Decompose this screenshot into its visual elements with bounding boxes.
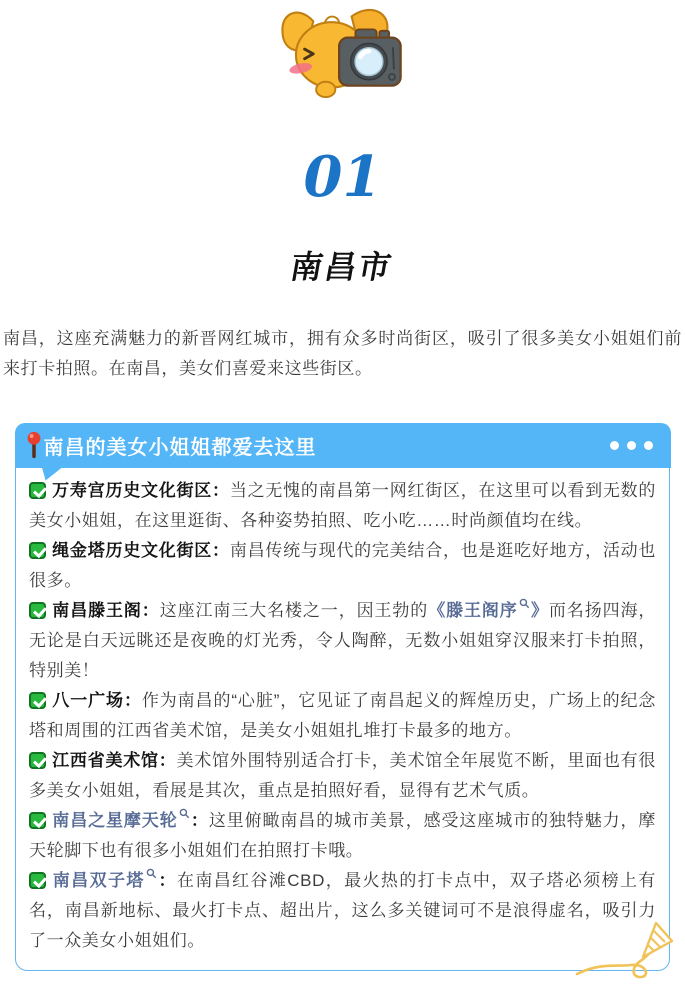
check-icon [29,752,46,769]
colon: ： [157,870,177,890]
colon: ： [212,480,230,500]
intro-paragraph: 南昌，这座充满魅力的新晋网红城市，拥有众多时尚街区，吸引了很多美女小姐姐们前来打卡拍照。在南昌，美女们喜爱来这些街区。 [3,329,682,378]
colon: ： [190,810,209,830]
check-icon [29,872,46,889]
place-desc: 这里俯瞰南昌的城市美景，感受这座城市的独特魅力，摩天轮脚下也有很多小姐姐们在拍照打卡哦。 [29,810,657,860]
place-name: 八一广场 [52,690,124,710]
place-desc: 这座江南三大名楼之一，因王勃的 [159,600,429,620]
check-icon [29,482,46,499]
colon: ： [212,540,230,560]
colon: ： [158,750,177,770]
list-item [29,596,656,686]
search-icon[interactable] [179,808,190,819]
city-title: 南昌市 [287,249,397,285]
inline-search-link-close[interactable]: 》 [530,600,549,620]
place-name-link[interactable]: 南昌之星摩天轮 [52,810,178,830]
card-header-title: 南昌的美女小姐姐都爱去这里 [43,436,317,459]
check-icon [29,692,46,709]
check-icon [29,602,46,619]
menu-dots-icon [610,441,653,450]
places-list [16,468,669,970]
place-name: 南昌滕王阁 [52,600,142,620]
list-item [29,476,656,536]
check-icon [29,812,46,829]
inline-search-link[interactable]: 《滕王阁序 [428,600,518,620]
place-desc: 在南昌红谷滩CBD，最火热的打卡点中，双子塔必须榜上有名，南昌新地标、最火打卡点、超出片，这么多关键词可不是浪得虚名，吸引力了一众美女小姐姐们。 [29,870,657,950]
section-number: 01 [303,144,382,210]
colon: ： [141,600,160,620]
search-icon[interactable] [519,598,530,609]
search-icon[interactable] [146,868,157,879]
place-desc: 美术馆外围特别适合打卡，美术馆全年展览不断，里面也有很多美女小姐姐，看展是其次，重点是拍照好看，显得有艺术气质。 [29,750,656,800]
card-header [15,423,671,468]
place-name: 绳金塔历史文化街区 [52,540,213,560]
list-item [29,806,656,866]
place-desc: 作为南昌的“心脏”，它见证了南昌起义的辉煌历史，广场上的纪念塔和周围的江西省美术馆，是美女小姐姐扎堆打卡最多的地方。 [29,690,656,740]
pushpin-icon [27,431,41,460]
place-desc: 南昌传统与现代的完美结合，也是逛吃好地方，活动也很多。 [29,540,656,590]
place-name-link[interactable]: 南昌双子塔 [52,870,145,890]
list-item [29,536,656,596]
places-card [15,423,670,971]
place-desc: 当之无愧的南昌第一网红街区，在这里可以看到无数的美女小姐姐，在这里逛街、各种姿势拍照、吃小吃……时尚颜值均在线。 [29,480,656,530]
place-name: 万寿宫历史文化街区 [52,480,213,500]
list-item [29,686,656,746]
list-item [29,866,656,956]
place-desc: 而名扬四海，无论是白天远眺还是夜晚的灯光秀，令人陶醉，无数小姐姐穿汉服来打卡拍照，特别美！ [29,600,657,680]
colon: ： [123,690,142,710]
hero-sticker-area [0,0,685,105]
list-item [29,746,656,806]
dog-camera-sticker [268,4,418,100]
check-icon [29,542,46,559]
place-name: 江西省美术馆 [52,750,159,770]
